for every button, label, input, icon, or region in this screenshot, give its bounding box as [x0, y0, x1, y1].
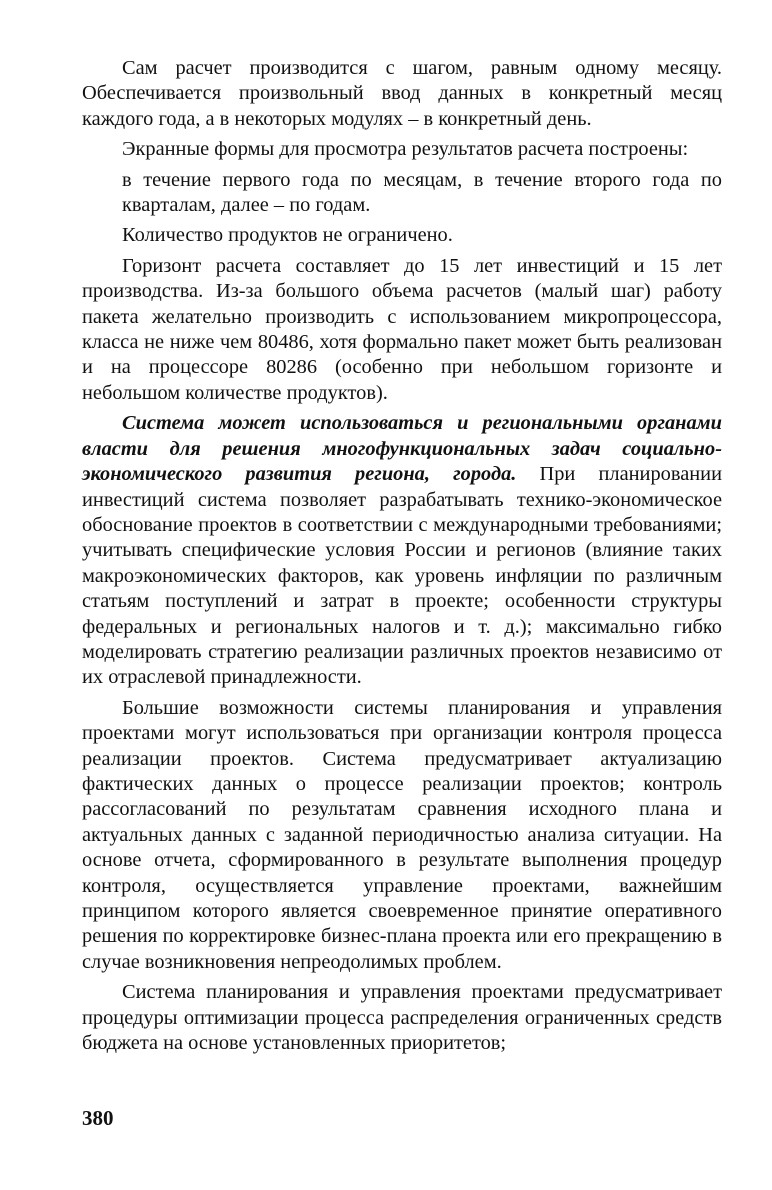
paragraph-regional-use-body: При планировании инвестиций система позволяет разрабатывать технико-экономическое обоснование проектов в соответствии с международными требованиями; учитывать специфические условия России и регионов (влияние таких макроэкономических факторов, как уровень инфляции по различным статьям поступлений и затрат в проекте; особенности структуры федеральных и региональных налогов и т. д.); максимально гибко моделировать стратегию реализации различных проектов независимо от их отраслевой принадлежности. — [82, 463, 722, 689]
paragraph-regional-use — [82, 411, 722, 690]
paragraph-calculation-horizon: Горизонт расчета составляет до 15 лет инвестиций и 15 лет производства. Из-за большого объема расчетов (малый шаг) работу пакета желательно производить с использованием микропроцессора, класса не ниже чем 80486, хотя формально пакет может быть реализован и на процессоре 80286 (особенно при небольшом горизонте и небольшом количестве продуктов). — [82, 254, 722, 404]
document-page — [82, 56, 722, 1061]
paragraph-screen-forms-detail: в течение первого года по месяцам, в течение второго года по кварталам, далее – по годам. — [122, 168, 722, 217]
paragraph-project-control: Большие возможности системы планирования и управления проектами могут использоваться при организации контроля процесса реализации проектов. Система предусматривает актуализацию фактических данных о процессе реализации проектов; контроль рассогласований по результатам сравнения исходного плана и актуальных данных с заданной периодичностью анализа ситуации. На основе отчета, сформированного в результате выполнения процедур контроля, осуществляется управление проектами, важнейшим принципом которого является своевременное принятие оперативного решения по корректировке бизнес-плана проекта или его прекращению в случае возникновения непреодолимых проблем. — [82, 696, 722, 973]
paragraph-screen-forms: Экранные формы для просмотра результатов расчета построены: — [122, 138, 689, 161]
paragraph-regional-use-lead: Система может использоваться и региональными органами власти для решения многофункциональных задач социально-экономического развития региона, города. — [82, 412, 722, 486]
paragraph-products-count: Количество продуктов не ограничено. — [122, 224, 453, 247]
paragraph-calculation-step: Сам расчет производится с шагом, равным одному месяцу. Обеспечивается произвольный ввод данных в конкретный месяц каждого года, а в некоторых модулях – в конкретный день. — [82, 57, 722, 130]
page-number: 380 — [82, 1106, 114, 1130]
paragraph-budget-optimization: Система планирования и управления проектами предусматривает процедуры оптимизации процесса распределения ограниченных средств бюджета на основе установленных приоритетов; — [82, 981, 722, 1055]
